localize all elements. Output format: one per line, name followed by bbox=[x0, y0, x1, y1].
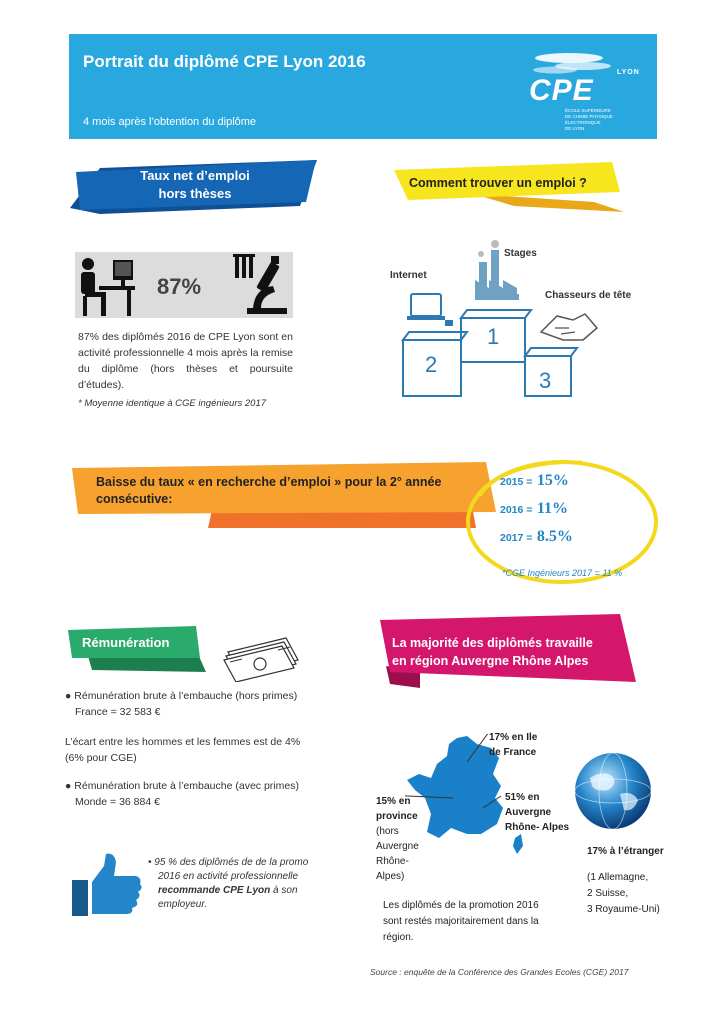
employment-banner-line2: hors thèses bbox=[158, 186, 232, 201]
rate-year: 2016 = bbox=[500, 504, 533, 516]
label-province-sub1: (hors bbox=[376, 826, 399, 837]
salary-banner: Rémunération bbox=[82, 635, 170, 650]
laptop-icon bbox=[407, 294, 453, 326]
handshake-icon bbox=[541, 314, 597, 340]
rates-note: *CGE Ingénieurs 2017 = 11 % bbox=[502, 568, 623, 578]
employment-percent: 87% bbox=[157, 274, 202, 299]
label-chasseurs: Chasseurs de tête bbox=[545, 290, 632, 301]
rate-row-2015 bbox=[500, 472, 573, 500]
label-province-sub2: Auvergne bbox=[376, 841, 419, 852]
search-rate-banner-line2: consécutive: bbox=[96, 492, 173, 506]
label-stages: Stages bbox=[504, 248, 537, 259]
label-aura bbox=[505, 790, 569, 835]
salary-item-2 bbox=[65, 778, 299, 810]
recommend-highlight: recommande CPE Lyon bbox=[158, 885, 271, 896]
recommend-line3-rest: à son bbox=[270, 885, 298, 896]
salary-item-1-value: France = 32 583 € bbox=[75, 706, 161, 718]
rate-row-2016 bbox=[500, 500, 573, 528]
source-note: Source : enquête de la Conférence des Grandes Ecoles (CGE) 2017 bbox=[370, 967, 629, 977]
label-idf-line1: 17% en Ile bbox=[489, 732, 538, 743]
salary-gap bbox=[65, 734, 300, 766]
region-stayed-line3: région. bbox=[383, 932, 414, 943]
logo-tagline-1: ÉCOLE SUPÉRIEURE bbox=[565, 108, 611, 113]
logo-tagline-3: DE LYON bbox=[565, 126, 585, 131]
label-province-line2: province bbox=[376, 811, 418, 822]
logo-wordmark: CPE bbox=[529, 74, 594, 107]
salary-gap-line2: (6% pour CGE) bbox=[65, 752, 137, 764]
recommend-line4: employeur. bbox=[158, 899, 208, 910]
search-rate-banner bbox=[96, 474, 496, 508]
label-province-sub4: Alpes) bbox=[376, 871, 405, 882]
rate-year: 2015 = bbox=[500, 476, 533, 488]
region-banner-line1: La majorité des diplômés travaille bbox=[392, 636, 593, 650]
employment-stat-box bbox=[75, 252, 293, 318]
rate-year: 2017 = bbox=[500, 532, 533, 544]
label-idf bbox=[489, 730, 537, 760]
label-province-line1: 15% en bbox=[376, 796, 411, 807]
label-aura-line3: Rhône- Alpes bbox=[505, 822, 570, 833]
bullet-icon: • bbox=[148, 857, 155, 868]
recommend-line2: 2016 en activité professionnelle bbox=[158, 871, 299, 882]
label-province-sub3: Rhône- bbox=[376, 856, 409, 867]
label-aura-line1: 51% en bbox=[505, 792, 540, 803]
banknotes-icon bbox=[222, 632, 300, 682]
podium-illustration bbox=[385, 236, 645, 401]
salary-item-1-label: Rémunération brute à l’embauche (hors primes) bbox=[74, 690, 298, 702]
abroad-detail-line3: 3 Royaume-Uni) bbox=[587, 904, 660, 915]
region-banner bbox=[392, 634, 628, 670]
find-job-banner: Comment trouver un emploi ? bbox=[409, 176, 587, 190]
abroad-detail-line2: 2 Suisse, bbox=[587, 888, 629, 899]
salary-gap-line1: L’écart entre les hommes et les femmes est de 4% bbox=[65, 736, 301, 748]
salary-item-2-label: Rémunération brute à l’embauche (avec primes) bbox=[74, 780, 299, 792]
region-stayed-line2: sont restés majoritairement dans la bbox=[383, 916, 539, 927]
page-title: Portrait du diplômé CPE Lyon 2016 bbox=[83, 52, 366, 71]
abroad-detail-line1: (1 Allemagne, bbox=[587, 872, 649, 883]
employment-banner-line1: Taux net d’emploi bbox=[140, 168, 250, 183]
globe-icon bbox=[572, 750, 654, 832]
rate-value: 8.5% bbox=[536, 528, 573, 545]
podium-rank-1: 1 bbox=[487, 324, 500, 349]
employment-note: * Moyenne identique à CGE ingénieurs 2017 bbox=[78, 398, 267, 409]
rates-list bbox=[500, 472, 573, 556]
office-worker-icon bbox=[77, 252, 137, 318]
employment-banner bbox=[100, 167, 290, 203]
header-banner bbox=[69, 34, 657, 139]
search-rate-banner-line1: Baisse du taux « en recherche d’emploi » pour la 2° année bbox=[96, 475, 442, 489]
microscope-icon bbox=[233, 252, 291, 318]
salary-item-1 bbox=[65, 688, 297, 720]
rate-row-2017 bbox=[500, 528, 573, 556]
recommend-text bbox=[148, 856, 308, 912]
employment-description: 87% des diplômés 2016 de CPE Lyon sont en activité professionnelle 4 mois après la remise du diplôme (hors thèses et poursuite d’études). bbox=[78, 331, 293, 391]
cpe-logo bbox=[527, 46, 647, 131]
podium-rank-3: 3 bbox=[539, 368, 552, 393]
page-subtitle: 4 mois après l’obtention du diplôme bbox=[83, 116, 257, 128]
region-stayed-text bbox=[383, 898, 539, 946]
region-stayed-line1: Les diplômés de la promotion 2016 bbox=[383, 900, 539, 911]
bullet-icon: ● bbox=[65, 690, 75, 702]
label-aura-line2: Auvergne bbox=[505, 807, 552, 818]
rate-value: 11% bbox=[536, 500, 568, 517]
region-banner-line2: en région Auvergne Rhône Alpes bbox=[392, 654, 589, 668]
recommend-line1: 95 % des diplômés de de la promo bbox=[154, 857, 309, 868]
bullet-icon: ● bbox=[65, 780, 75, 792]
abroad-detail bbox=[587, 870, 660, 918]
label-internet: Internet bbox=[390, 270, 427, 281]
podium-rank-2: 2 bbox=[425, 352, 438, 377]
thumbs-up-icon bbox=[70, 852, 144, 918]
label-province bbox=[376, 794, 419, 884]
logo-tagline-2: DE CHIMIE PHYSIQUE ÉLECTRONIQUE bbox=[565, 114, 613, 125]
logo-tagline bbox=[565, 108, 647, 132]
rate-value: 15% bbox=[536, 472, 569, 489]
label-abroad: 17% à l’étranger bbox=[587, 846, 664, 857]
salary-item-2-value: Monde = 36 884 € bbox=[75, 796, 160, 808]
logo-city: LYON bbox=[617, 69, 640, 76]
label-idf-line2: de France bbox=[489, 747, 537, 758]
